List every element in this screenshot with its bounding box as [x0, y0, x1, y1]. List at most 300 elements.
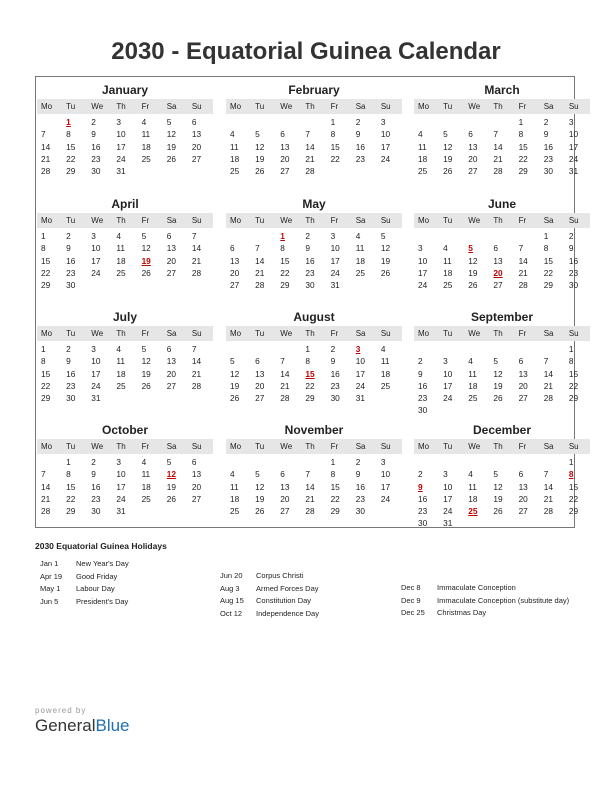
- day-cell: 30: [568, 280, 579, 291]
- weekday-label: Mo: [41, 329, 53, 338]
- day-cell: 15: [330, 481, 340, 492]
- day-cell: 10: [91, 243, 101, 254]
- day-cell: 1: [41, 231, 46, 241]
- holiday-item: [40, 583, 215, 594]
- weekday-header: [37, 213, 213, 228]
- holiday-date: Dec 9: [401, 595, 421, 605]
- holiday-day: 9: [418, 481, 423, 492]
- day-cell: 12: [141, 356, 151, 367]
- day-cell: 3: [443, 469, 448, 480]
- holiday-day: 3: [355, 344, 361, 354]
- day-cell: 30: [305, 280, 315, 291]
- weekday-label: Tu: [255, 329, 265, 338]
- day-cell: 3: [568, 117, 574, 127]
- month-name: June: [487, 197, 516, 211]
- day-cell: 21: [191, 255, 202, 266]
- day-cell: 14: [305, 481, 315, 492]
- day-cell: 16: [543, 141, 553, 152]
- day-cell: 22: [543, 267, 553, 278]
- holiday-date: Aug 3: [220, 583, 240, 593]
- weekday-header: [414, 213, 590, 228]
- empty-cell: [414, 116, 439, 128]
- day-cell: 21: [255, 267, 265, 278]
- day-cell: 5: [141, 344, 147, 354]
- holiday-date: May 1: [40, 584, 61, 593]
- weekday-label: We: [280, 216, 293, 225]
- day-cell: 2: [91, 117, 96, 127]
- month-november: [226, 422, 402, 517]
- weekday-label: Tu: [66, 329, 76, 338]
- day-cell: 27: [191, 493, 202, 504]
- day-cell: 27: [191, 153, 202, 164]
- day-cell: 17: [443, 493, 453, 504]
- weekday-label: Tu: [255, 102, 265, 111]
- weekday-label: Sa: [355, 442, 366, 451]
- day-cell: 8: [305, 356, 311, 367]
- day-cell: 24: [380, 153, 391, 164]
- day-cell: 24: [116, 493, 126, 504]
- day-cell: 28: [191, 267, 202, 278]
- day-cell: 2: [66, 344, 71, 354]
- day-cell: 16: [305, 255, 315, 266]
- empty-cell: [251, 343, 276, 355]
- weekday-label: Fr: [141, 329, 150, 338]
- empty-cell: [489, 116, 514, 128]
- day-cell: 2: [418, 469, 423, 480]
- day-cell: 18: [141, 481, 151, 492]
- month-name: February: [288, 83, 340, 97]
- weekday-header: [226, 99, 402, 114]
- weekday-label: Mo: [230, 102, 242, 111]
- day-cell: 24: [443, 506, 453, 517]
- day-cell: 17: [91, 255, 101, 266]
- day-cell: 29: [280, 280, 290, 291]
- day-cell: 11: [443, 255, 452, 266]
- day-cell: 4: [468, 356, 473, 367]
- day-cell: 26: [493, 506, 503, 517]
- day-cell: 9: [91, 129, 96, 140]
- weekday-label: Mo: [41, 442, 53, 451]
- weekday-label: Su: [568, 329, 579, 338]
- day-cell: 28: [305, 166, 315, 177]
- day-cell: 13: [518, 481, 528, 492]
- day-cell: 24: [330, 267, 340, 278]
- day-cell: 9: [568, 243, 574, 254]
- holiday-item: [220, 583, 395, 594]
- day-cell: 15: [280, 255, 290, 266]
- day-cell: 4: [443, 243, 448, 254]
- month-name: September: [470, 310, 534, 324]
- day-cell: 23: [543, 153, 553, 164]
- empty-cell: [251, 116, 276, 128]
- month-june: [414, 196, 590, 291]
- day-cell: 24: [355, 380, 365, 391]
- day-cell: 18: [468, 380, 478, 391]
- day-cell: 6: [166, 344, 172, 354]
- weekday-label: Th: [116, 442, 126, 451]
- days-grid: [226, 456, 402, 517]
- holiday-day: 20: [493, 267, 503, 278]
- day-cell: 20: [166, 255, 176, 266]
- day-cell: 29: [518, 166, 528, 177]
- holiday-column-3: [401, 582, 576, 620]
- day-cell: 2: [91, 457, 96, 467]
- day-cell: 20: [280, 153, 290, 164]
- holiday-day: 15: [305, 368, 315, 379]
- day-cell: 18: [468, 493, 478, 504]
- day-cell: 10: [330, 243, 340, 254]
- holidays-title: 2030 Equatorial Guinea Holidays: [35, 541, 167, 551]
- day-cell: 25: [141, 493, 151, 504]
- weekday-label: Th: [305, 442, 315, 451]
- day-cell: 4: [116, 344, 122, 354]
- weekday-header: [226, 326, 402, 341]
- day-cell: 12: [443, 141, 453, 152]
- day-cell: 23: [568, 267, 579, 278]
- day-cell: 23: [355, 493, 365, 504]
- empty-cell: [439, 116, 464, 128]
- day-cell: 6: [518, 469, 524, 480]
- holiday-name: Corpus Christi: [256, 571, 304, 580]
- day-cell: 11: [468, 368, 477, 379]
- day-cell: 16: [355, 481, 365, 492]
- day-cell: 2: [330, 344, 336, 354]
- powered-by-text: powered by: [35, 706, 87, 715]
- weekday-label: Su: [380, 329, 391, 338]
- day-cell: 23: [418, 393, 428, 404]
- weekday-label: Sa: [543, 216, 554, 225]
- day-cell: 11: [418, 141, 427, 152]
- weekday-label: Mo: [418, 442, 430, 451]
- day-cell: 19: [493, 380, 503, 391]
- month-february: [226, 82, 402, 177]
- day-cell: 5: [493, 356, 499, 367]
- holiday-day: 5: [468, 243, 473, 254]
- empty-cell: [301, 456, 326, 468]
- day-cell: 1: [305, 344, 311, 354]
- weekday-label: Su: [380, 102, 391, 111]
- day-cell: 4: [116, 231, 122, 241]
- day-cell: 18: [380, 368, 391, 379]
- month-august: [226, 309, 402, 404]
- empty-cell: [276, 456, 301, 468]
- days-grid: [226, 116, 402, 177]
- day-cell: 8: [330, 469, 336, 480]
- weekday-label: Mo: [230, 216, 242, 225]
- weekday-label: Th: [116, 216, 126, 225]
- day-cell: 10: [443, 481, 453, 492]
- day-cell: 5: [141, 231, 147, 241]
- weekday-label: We: [468, 216, 481, 225]
- weekday-label: Su: [191, 216, 202, 225]
- day-cell: 6: [280, 469, 285, 480]
- day-cell: 6: [191, 457, 197, 467]
- day-cell: 16: [568, 255, 579, 266]
- day-cell: 3: [418, 243, 423, 254]
- weekday-label: Tu: [443, 442, 453, 451]
- day-cell: 19: [230, 380, 240, 391]
- day-cell: 31: [443, 518, 453, 529]
- weekday-label: Th: [305, 216, 315, 225]
- day-cell: 26: [443, 166, 453, 177]
- weekday-label: Sa: [166, 216, 177, 225]
- day-cell: 29: [568, 506, 579, 517]
- day-cell: 23: [66, 267, 76, 278]
- day-cell: 13: [230, 255, 240, 266]
- day-cell: 2: [355, 457, 361, 467]
- days-grid: [414, 456, 590, 530]
- day-cell: 1: [41, 344, 46, 354]
- empty-cell: [226, 343, 251, 355]
- weekday-label: Fr: [518, 329, 527, 338]
- day-cell: 1: [543, 231, 549, 241]
- weekday-label: Sa: [543, 102, 554, 111]
- empty-cell: [414, 456, 439, 468]
- day-cell: 7: [41, 129, 46, 140]
- day-cell: 5: [255, 469, 260, 480]
- month-december: [414, 422, 590, 530]
- day-cell: 18: [443, 267, 453, 278]
- day-cell: 13: [518, 368, 528, 379]
- day-cell: 5: [493, 469, 499, 480]
- holiday-name: Armed Forces Day: [256, 583, 319, 593]
- holiday-name: New Year's Day: [76, 559, 129, 568]
- day-cell: 26: [230, 393, 240, 404]
- weekday-label: Mo: [230, 442, 242, 451]
- holiday-name: Labour Day: [76, 584, 115, 593]
- day-cell: 8: [568, 356, 574, 367]
- weekday-label: Tu: [443, 216, 453, 225]
- day-cell: 15: [568, 481, 579, 492]
- day-cell: 28: [518, 280, 528, 291]
- holiday-date: Jun 5: [40, 596, 59, 606]
- holiday-item: [220, 595, 395, 606]
- day-cell: 24: [380, 493, 391, 504]
- month-name: March: [484, 83, 520, 97]
- day-cell: 26: [493, 393, 503, 404]
- day-cell: 9: [305, 243, 311, 254]
- day-cell: 22: [41, 267, 51, 278]
- holiday-column-2: [220, 570, 395, 620]
- day-cell: 31: [91, 393, 101, 404]
- day-cell: 18: [141, 141, 151, 152]
- empty-cell: [226, 116, 251, 128]
- day-cell: 18: [230, 493, 240, 504]
- day-cell: 30: [355, 506, 365, 517]
- day-cell: 4: [141, 117, 147, 127]
- weekday-label: Sa: [355, 216, 366, 225]
- day-cell: 8: [330, 129, 336, 140]
- day-cell: 3: [116, 457, 122, 467]
- day-cell: 7: [543, 469, 549, 480]
- weekday-label: Su: [568, 102, 579, 111]
- day-cell: 22: [305, 380, 315, 391]
- day-cell: 31: [330, 280, 340, 291]
- day-cell: 15: [66, 481, 76, 492]
- empty-cell: [251, 230, 276, 242]
- holiday-item: [40, 558, 215, 569]
- footer-logo[interactable]: [35, 706, 130, 736]
- day-cell: 30: [418, 405, 428, 416]
- empty-cell: [37, 456, 62, 468]
- day-cell: 20: [280, 493, 290, 504]
- holiday-item: [220, 570, 395, 581]
- weekday-label: Fr: [330, 102, 339, 111]
- day-cell: 23: [418, 506, 428, 517]
- day-cell: 6: [230, 243, 235, 254]
- day-cell: 5: [166, 117, 172, 127]
- day-cell: 11: [141, 469, 151, 480]
- weekday-label: Su: [380, 442, 391, 451]
- day-cell: 30: [66, 393, 76, 404]
- day-cell: 16: [91, 481, 101, 492]
- day-cell: 29: [305, 393, 315, 404]
- days-grid: [226, 230, 402, 291]
- weekday-label: Su: [568, 442, 579, 451]
- day-cell: 1: [518, 117, 524, 127]
- day-cell: 19: [468, 267, 478, 278]
- day-cell: 14: [305, 141, 315, 152]
- weekday-label: We: [468, 329, 481, 338]
- day-cell: 30: [330, 393, 340, 404]
- day-cell: 3: [91, 231, 96, 241]
- brand-logo[interactable]: [35, 716, 130, 736]
- weekday-label: Sa: [166, 442, 177, 451]
- day-cell: 15: [66, 141, 76, 152]
- weekday-label: We: [91, 216, 104, 225]
- day-cell: 31: [568, 166, 579, 177]
- day-cell: 27: [166, 380, 176, 391]
- weekday-label: Tu: [255, 216, 265, 225]
- day-cell: 28: [543, 393, 553, 404]
- day-cell: 21: [41, 493, 51, 504]
- day-cell: 13: [468, 141, 478, 152]
- weekday-label: Th: [493, 216, 503, 225]
- weekday-label: Mo: [41, 216, 53, 225]
- days-grid: [414, 343, 590, 417]
- month-name: May: [302, 197, 326, 211]
- day-cell: 5: [255, 129, 260, 140]
- day-cell: 22: [330, 153, 340, 164]
- day-cell: 18: [418, 153, 428, 164]
- day-cell: 20: [191, 481, 202, 492]
- day-cell: 4: [141, 457, 147, 467]
- holiday-column-1: [40, 558, 215, 608]
- weekday-header: [37, 99, 213, 114]
- empty-cell: [540, 456, 565, 468]
- day-cell: 4: [230, 129, 235, 140]
- day-cell: 29: [41, 393, 51, 404]
- day-cell: 11: [116, 243, 126, 254]
- empty-cell: [276, 116, 301, 128]
- empty-cell: [226, 230, 251, 242]
- day-cell: 4: [380, 344, 386, 354]
- holiday-name: Constitution Day: [256, 596, 312, 605]
- day-cell: 21: [518, 267, 528, 278]
- day-cell: 19: [166, 481, 176, 492]
- day-cell: 25: [468, 393, 478, 404]
- weekday-label: Th: [116, 329, 126, 338]
- day-cell: 9: [543, 129, 549, 140]
- day-cell: 30: [91, 166, 101, 177]
- day-cell: 16: [91, 141, 101, 152]
- day-cell: 27: [518, 506, 528, 517]
- day-cell: 9: [91, 469, 96, 480]
- day-cell: 13: [166, 243, 176, 254]
- empty-cell: [489, 230, 514, 242]
- day-cell: 2: [355, 117, 361, 127]
- day-cell: 25: [355, 267, 365, 278]
- day-cell: 12: [166, 129, 176, 140]
- empty-cell: [464, 230, 489, 242]
- holiday-item: [401, 582, 576, 593]
- holiday-name: Independence Day: [256, 608, 319, 618]
- holiday-date: Apr 19: [40, 571, 63, 581]
- day-cell: 7: [493, 129, 499, 140]
- day-cell: 26: [141, 380, 151, 391]
- day-cell: 22: [66, 153, 76, 164]
- empty-cell: [439, 230, 464, 242]
- month-name: December: [472, 423, 532, 437]
- day-cell: 13: [280, 481, 290, 492]
- day-cell: 14: [191, 243, 202, 254]
- weekday-label: Fr: [330, 442, 339, 451]
- day-cell: 10: [355, 356, 365, 367]
- day-cell: 20: [166, 368, 176, 379]
- month-october: [37, 422, 213, 517]
- day-cell: 26: [380, 267, 391, 278]
- day-cell: 19: [255, 153, 265, 164]
- day-cell: 31: [355, 393, 365, 404]
- weekday-label: We: [91, 102, 104, 111]
- day-cell: 10: [380, 129, 391, 140]
- day-cell: 7: [255, 243, 260, 254]
- day-cell: 30: [66, 280, 76, 291]
- day-cell: 23: [330, 380, 340, 391]
- day-cell: 17: [380, 141, 391, 152]
- day-cell: 30: [91, 506, 101, 517]
- day-cell: 9: [66, 243, 71, 254]
- day-cell: 19: [493, 493, 503, 504]
- weekday-header: [37, 439, 213, 454]
- day-cell: 4: [468, 469, 473, 480]
- day-cell: 2: [305, 231, 311, 241]
- day-cell: 13: [166, 356, 176, 367]
- day-cell: 24: [568, 153, 579, 164]
- day-cell: 9: [330, 356, 336, 367]
- weekday-header: [414, 99, 590, 114]
- empty-cell: [414, 343, 439, 355]
- day-cell: 29: [543, 280, 553, 291]
- empty-cell: [439, 343, 464, 355]
- weekday-label: Tu: [443, 329, 453, 338]
- month-name: January: [101, 83, 149, 97]
- day-cell: 17: [330, 255, 340, 266]
- day-cell: 5: [380, 231, 386, 241]
- day-cell: 23: [91, 153, 101, 164]
- month-september: [414, 309, 590, 417]
- day-cell: 27: [166, 267, 176, 278]
- day-cell: 21: [280, 380, 290, 391]
- day-cell: 6: [518, 356, 524, 367]
- day-cell: 21: [305, 493, 315, 504]
- day-cell: 12: [230, 368, 240, 379]
- day-cell: 12: [255, 141, 265, 152]
- day-cell: 17: [380, 481, 391, 492]
- month-name: April: [111, 197, 139, 211]
- weekday-label: Sa: [543, 329, 554, 338]
- month-july: [37, 309, 213, 404]
